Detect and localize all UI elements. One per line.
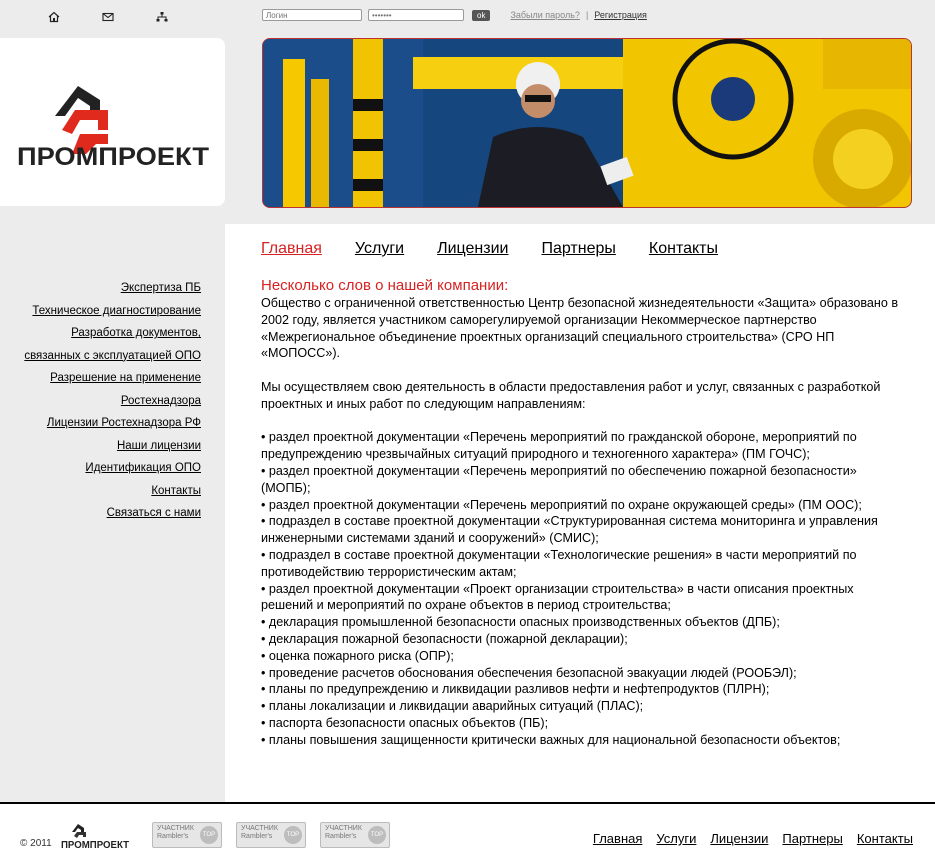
password-input[interactable] [368,9,464,21]
rambler-badge[interactable] [320,822,390,856]
sidebar-item-licenses-rtn[interactable]: Лицензии Ростехнадзора РФ [46,417,201,429]
login-input[interactable] [262,9,362,21]
sidebar-item-identification[interactable]: Идентификация ОПО [85,462,201,474]
list-item: • планы повышения защищенности критически важных для национальной безопасности объектов; [261,732,901,749]
list-item: • декларация промышленной безопасности опасных производственных объектов (ДПБ); [261,614,901,631]
sidebar-item-documents-cont[interactable]: связанных с эксплуатацией ОПО [24,349,201,362]
copyright: © 2011 [20,838,52,849]
footer-nav-home[interactable]: Главная [592,831,643,846]
footer-nav-contacts[interactable]: Контакты [856,831,913,846]
home-icon[interactable] [48,10,66,24]
rambler-badge[interactable] [152,822,222,856]
badge-line1: УЧАСТНИК [157,825,194,832]
separator: | [585,10,589,20]
list-item: • оценка пожарного риска (ОПР); [261,648,901,665]
sidebar [0,224,225,802]
logo-text: ПРОМПРОЕКТ [17,143,209,171]
badge-top: TOP 100 [368,826,386,844]
sidebar-item-our-licenses[interactable]: Наши лицензии [116,439,201,452]
header-icons [48,10,174,24]
list-item: • паспорта безопасности опасных объектов (ПБ); [261,715,901,732]
nav-contacts[interactable]: Контакты [648,240,718,257]
login-submit-button[interactable]: ok [472,10,490,21]
list-item: • декларация пожарной безопасности (пожарной декларации); [261,631,901,648]
badge-top: TOP 100 [200,826,218,844]
nav-licenses[interactable]: Лицензии [437,240,509,257]
footer-nav-partners[interactable]: Партнеры [782,831,843,846]
list-item: • планы по предупреждению и ликвидации разливов нефти и нефтепродуктов (ПЛРН); [261,681,901,698]
counter-badges [152,822,390,856]
badge-line1: УЧАСТНИК [241,825,278,832]
nav-home[interactable]: Главная [261,240,322,257]
list-item: • раздел проектной документации «Проект организации строительства» в части описания проектных решений и мероприятий по охране объектов в период строительства; [261,581,901,615]
brand-logo [0,38,225,206]
footer-logo[interactable] [60,820,130,850]
activity-paragraph: Мы осуществляем свою деятельность в области предоставления работ и услуг, связанных с разработкой проектных и иных работ по следующим направлениям: [261,379,881,411]
sitemap-icon[interactable] [156,10,174,24]
sidebar-item-permit-cont[interactable]: Ростехнадзора [120,394,201,407]
badge-line2: Rambler's [157,833,189,840]
services-list [261,429,901,748]
rambler-badge[interactable] [236,822,306,856]
hero-image [263,39,911,207]
nav-services[interactable]: Услуги [354,240,405,257]
list-item: • подраздел в составе проектной документации «Структурированная система мониторинга и управления инженерными системами зданий и сооружений» (СМИС); [261,513,901,547]
footer-nav [593,831,913,846]
sidebar-item-contact-us[interactable]: Связаться с нами [106,507,201,519]
forgot-password-link[interactable]: Забыли пароль? [510,10,580,20]
main-content [261,277,901,749]
nav-partners[interactable]: Партнеры [541,240,616,257]
sidebar-item-permit[interactable]: Разрешение на применение [50,372,201,384]
sidebar-menu [24,277,201,525]
list-item: • подраздел в составе проектной документации «Технологические решения» в части мероприятий по противодействию террористическим актам; [261,547,901,581]
logo-box[interactable] [0,38,225,206]
register-link[interactable]: Регистрация [594,10,647,20]
list-item: • раздел проектной документации «Перечень мероприятий по гражданской обороне, мероприятий по предупреждению чрезвычайных ситуаций природного и техногенного характера» (ПМ ГОЧС); [261,429,901,463]
sidebar-item-documents[interactable]: Разработка документов, [71,327,201,339]
badge-line2: Rambler's [325,833,357,840]
mail-icon[interactable] [102,10,120,24]
badge-top: TOP 100 [284,826,302,844]
hero-banner [262,38,912,208]
footer [0,804,935,862]
list-item: • проведение расчетов обоснования обеспечения безопасной эвакуации людей (РООБЭЛ); [261,665,901,682]
list-item: • раздел проектной документации «Перечень мероприятий по охране окружающей среды» (ПМ ООС); [261,497,901,514]
sidebar-item-diagnostics[interactable]: Техническое диагностирование [32,304,201,317]
footer-nav-licenses[interactable]: Лицензии [710,831,769,846]
badge-line1: УЧАСТНИК [325,825,362,832]
sidebar-item-expertise[interactable]: Экспертиза ПБ [120,282,201,294]
footer-nav-services[interactable]: Услуги [656,831,697,846]
badge-line2: Rambler's [241,833,273,840]
main-nav [261,240,718,258]
intro-paragraph: Общество с ограниченной ответственностью Центр безопасной жизнедеятельности «Защита» образовано в 2002 году, является участником саморегулируемой организации Некоммерческое партнерство «Межрегиональное объединение проектных организаций специального строительства» (СРО НП «МОПОСС»). [261,296,899,361]
login-bar [262,9,647,21]
footer-logo-text: ПРОМПРОЕКТ [61,840,129,850]
sidebar-item-contacts[interactable]: Контакты [151,484,201,497]
list-item: • планы локализации и ликвидации аварийных ситуаций (ПЛАС); [261,698,901,715]
list-item: • раздел проектной документации «Перечень мероприятий по обеспечению пожарной безопасности» (МОПБ); [261,463,901,497]
content-heading: Несколько слов о нашей компании: [261,277,509,294]
